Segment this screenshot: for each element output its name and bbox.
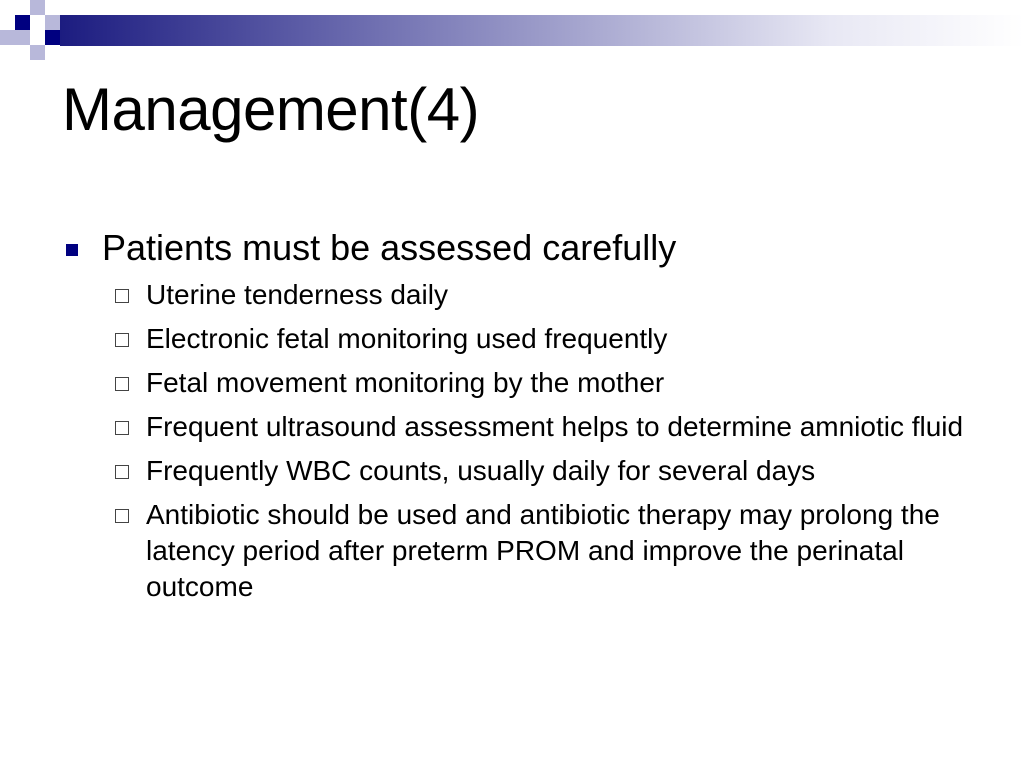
header-gradient-bar <box>60 15 1024 46</box>
sub-bullet-text: Uterine tenderness daily <box>146 279 448 310</box>
sub-bullet-text: Electronic fetal monitoring used frequently <box>146 323 668 354</box>
decor-square <box>15 15 30 30</box>
sub-bullet <box>62 409 982 445</box>
main-bullet-text: Patients must be assessed carefully <box>102 227 677 268</box>
sub-bullet <box>62 453 982 489</box>
sub-bullet <box>62 321 982 357</box>
main-bullet <box>62 227 982 269</box>
hollow-square-bullet-icon <box>115 377 129 391</box>
hollow-square-bullet-icon <box>115 333 129 347</box>
hollow-square-bullet-icon <box>115 421 129 435</box>
sub-bullet-text: Antibiotic should be used and antibiotic therapy may prolong the latency period after preterm PROM and improve the perinatal outcome <box>146 499 940 602</box>
decor-square <box>30 0 45 15</box>
decor-square <box>45 30 60 45</box>
sub-bullet <box>62 277 982 313</box>
sub-bullet <box>62 497 982 605</box>
decor-square <box>30 45 45 60</box>
square-bullet-icon <box>66 244 78 256</box>
decor-square <box>45 15 60 30</box>
sub-bullet-text: Frequent ultrasound assessment helps to determine amniotic fluid <box>146 411 964 442</box>
hollow-square-bullet-icon <box>115 509 129 523</box>
sub-bullet <box>62 365 982 401</box>
hollow-square-bullet-icon <box>115 289 129 303</box>
sub-bullet-text: Fetal movement monitoring by the mother <box>146 367 665 398</box>
sub-bullet-text: Frequently WBC counts, usually daily for several days <box>146 455 816 486</box>
slide-title: Management(4) <box>62 76 480 143</box>
decor-square <box>0 30 30 45</box>
slide-content <box>62 227 982 613</box>
hollow-square-bullet-icon <box>115 465 129 479</box>
